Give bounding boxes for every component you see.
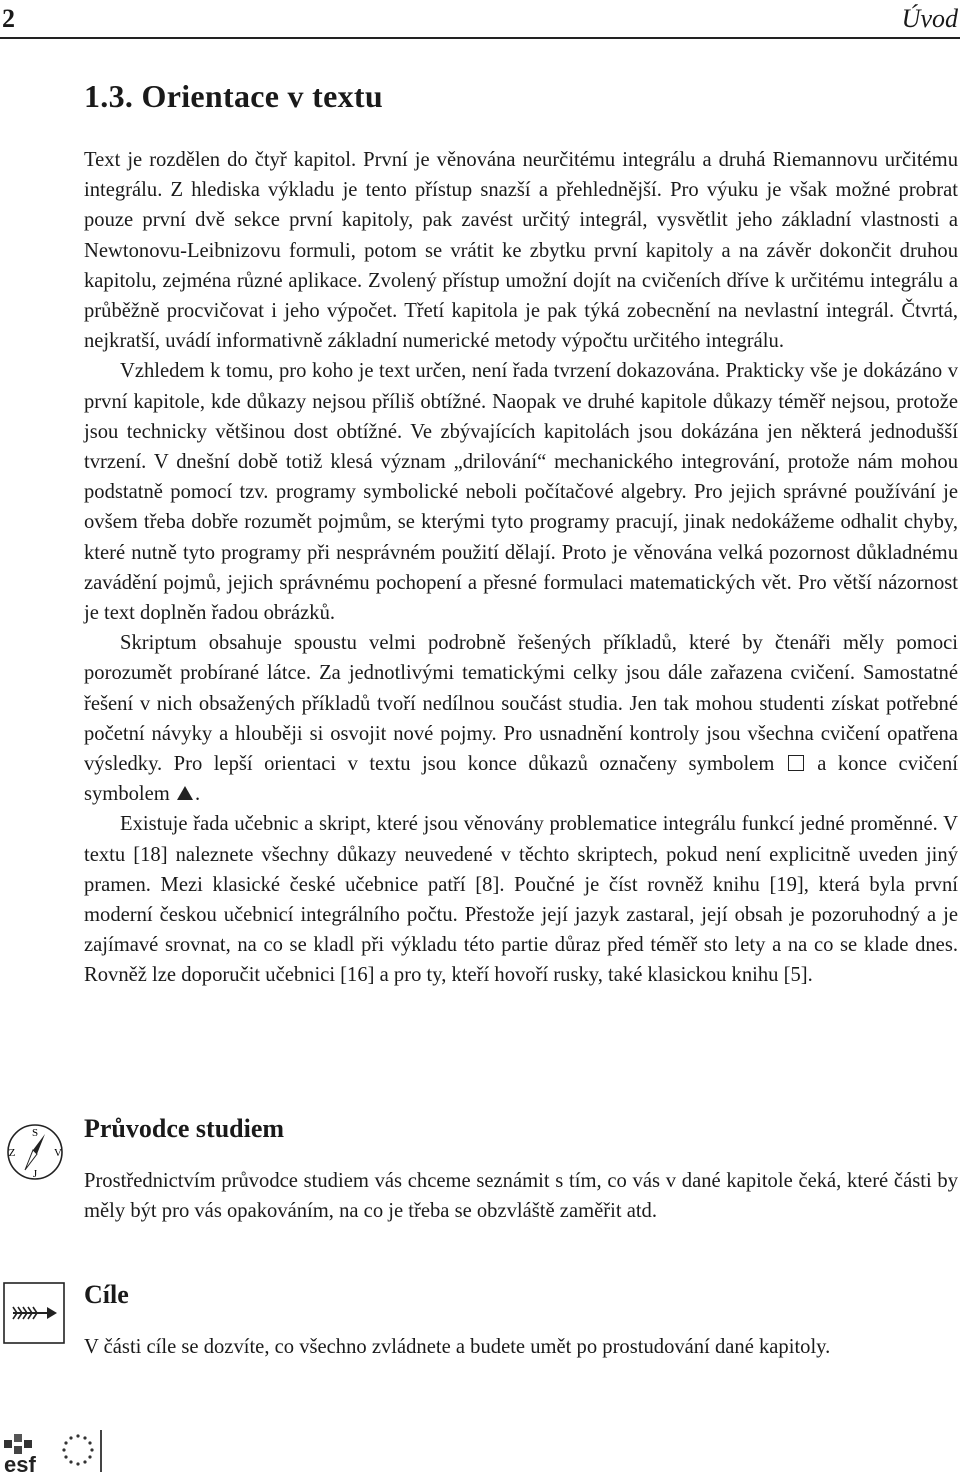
footer — [0, 1428, 110, 1474]
paragraph-3-text: Skriptum obsahuje spoustu velmi podrobně řešených příkladů, které by čtenáři měly pomoci porozumět probírané látce. Za jednotlivými tematickými celky jsou dále zařazena cvičení. Samostatné řešení v nich obsažených příkladů tvoří nedílnou součást studia. Jen tak mohou studenti získat potřebné početní návyky a hlouběji si osvojit nové pojmy. Pro usnadnění kontroly jsou všechna cvičení opatřena výsledky. Pro lepší orientaci v textu jsou konce důkazů označeny symbolem — [84, 632, 958, 776]
proof-end-icon — [788, 755, 804, 771]
esf-logo-icon — [0, 1428, 60, 1474]
compass-icon — [5, 1122, 65, 1182]
eu-stars-icon — [60, 1432, 96, 1468]
esf-logo-text: esf — [4, 1452, 36, 1474]
guide-body — [84, 1166, 958, 1226]
guide-text: Prostřednictvím průvodce studiem vás chceme seznámit s tím, co vás v dané kapitole čeká, které části by měly být pro vás opakováním, na co je třeba se obzvláště zaměřit atd. — [84, 1170, 958, 1223]
goals-title: Cíle — [84, 1280, 129, 1309]
exercise-end-icon — [177, 786, 193, 800]
page-number: 2 — [2, 4, 15, 33]
guide-title: Průvodce studiem — [84, 1114, 285, 1143]
running-title: Úvod — [901, 4, 958, 33]
paragraph-4: Existuje řada učebnic a skript, které jsou věnovány problematice integrálu funkcí jedné proměnné. V textu [18] naleznete všechny důkazy neuvedené v těchto skriptech, pokud není explicitně uveden jiný pramen. Mezi klasické české učebnice patří [8]. Poučné je číst rovněž knihu [19], která byla první moderní českou učebnicí integrálního počtu. Přestože její jazyk zastaral, její obsah je pozoruhodný a je zajímavé srovnat, na co se kladl při výkladu této partie důraz před téměř sto lety a na co se klade dnes. Rovněž lze doporučit učebnici [16] a pro ty, kteří hovoří rusky, také klasickou knihu [5]. — [84, 813, 958, 987]
section-title: 1.3. Orientace v textu — [84, 78, 383, 114]
compass-w: Z — [8, 1147, 16, 1159]
compass-e: V — [54, 1147, 62, 1159]
page-header — [0, 0, 960, 40]
footer-divider — [100, 1430, 102, 1472]
paragraph-3-end: . — [194, 783, 201, 806]
compass-n: S — [31, 1127, 39, 1139]
goals-text: V části cíle se dozvíte, co všechno zvládnete a budete umět po prostudování dané kapitoly. — [84, 1336, 831, 1358]
paragraph-3-mid: a konce cvičení symbolem — [84, 753, 958, 806]
arrow-icon — [3, 1282, 65, 1344]
compass-s: J — [32, 1168, 38, 1180]
paragraph-1: Text je rozdělen do čtyř kapitol. První je věnována neurčitému integrálu a druhá Riemannovu určitému integrálu. Z hlediska výkladu je tento přístup snazší a přehlednější. Pro výuku je však možné probrat pouze první dvě sekce první kapitoly, pak zavést určitý integrál, vysvětlit jeho základní vlastnosti a Newtonovu-Leibnizovu formuli, potom se vrátit ke zbytku první kapitoly a na závěr dokončit druhou kapitolu, zejména různé aplikace. Zvolený přístup umožní dojít na cvičeních dříve k určitému integrálu a průběžně procvičovat i jeho výpočet. Třetí kapitola je pak týká zobecnění na nevlastní integrál. Čtvrtá, nejkratší, uvádí informativně základní numerické metody výpočtu určitého integrálu. — [84, 149, 958, 353]
section-body — [84, 145, 958, 991]
goals-body — [84, 1332, 958, 1362]
header-rule — [0, 37, 960, 39]
paragraph-2: Vzhledem k tomu, pro koho je text určen, není řada tvrzení dokazována. Prakticky vše je dokázáno v první kapitole, kde důkazy nejsou příliš obtížné. Naopak ve druhé kapitole důkazy téměř nejsou, protože jsou technicky většinou dost obtížné. Ve zbývajících kapitolách jsou dokázána jen některá jednodušší tvrzení. V dnešní době totiž klesá význam „drilování“ mechanického integrování, protože nám mohou podstatně pomocí tzv. programy symbolické neboli počítačové algebry. Pro jejich správné používání je ovšem třeba dobře rozumět pojmům, se kterými tyto programy pracují, jinak nedokážeme odhalit chyby, které nutně tyto programy při nesprávném použití dělají. Proto je věnována velká pozornost důkladnému zavádění pojmů, jejich správnému pochopení a přesné formulaci matematických vět. Pro větší názornost je text doplněn řadou obrázků. — [84, 360, 958, 625]
paragraph-3 — [84, 628, 958, 809]
